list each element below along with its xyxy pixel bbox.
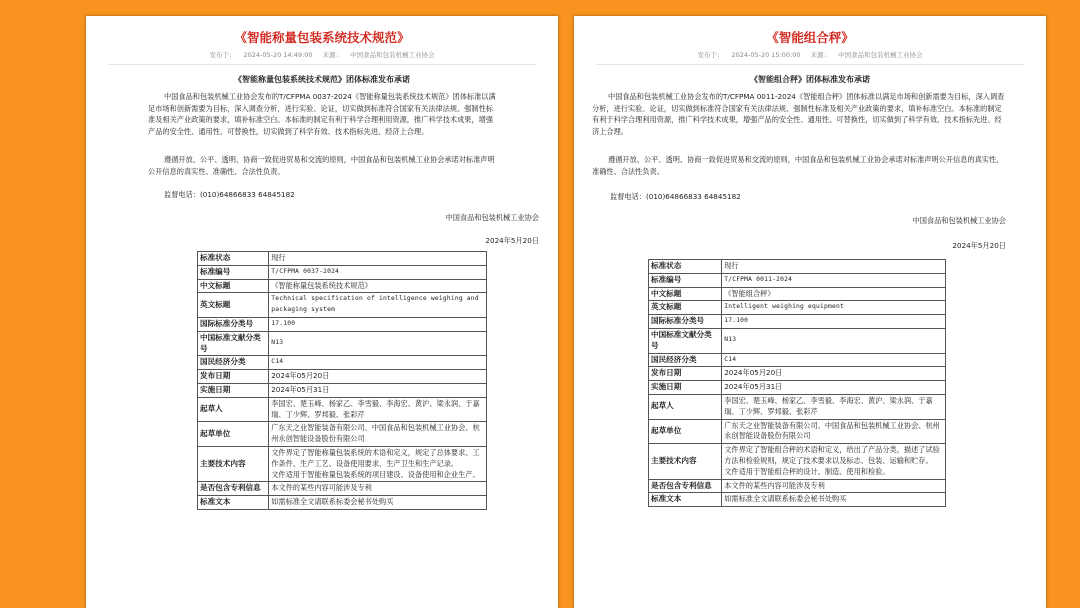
left-table-key: 发布日期 <box>198 370 269 384</box>
left-meta-line <box>86 50 558 59</box>
left-table-value: 文件界定了智能称量包装系统的术语和定义，规定了总体要求、工作条件、生产工艺、设备使用要求、生产卫生和生产记录。 文件适用于智能称量包装系统的项目建设、设备使用和企业生产。 <box>269 446 487 481</box>
right-table-value: 广东天之业智能装备有限公司、中国食品和包装机械工业协会、杭州永创智能设备股份有限公司 <box>722 419 946 444</box>
left-hotline-number: (010)64866833 64845182 <box>199 190 295 199</box>
right-table-key: 国民经济分类 <box>649 353 722 367</box>
left-table-row <box>198 331 487 356</box>
left-table-value: 本文件的某些内容可能涉及专利 <box>269 482 487 496</box>
right-table-key: 中国标准文献分类号 <box>649 328 722 353</box>
left-table-key: 中国标准文献分类号 <box>198 331 269 356</box>
left-hotline <box>164 190 295 200</box>
left-published-prefix: 发布于： <box>209 51 236 59</box>
right-meta-line <box>574 50 1046 59</box>
left-divider <box>108 64 536 65</box>
right-paragraph-2: 遵循开放、公平、透明、协商一致促进贸易和交流的原则，中国食品和包装机械工业协会承诺对标准声明公开信息的真实性、准确性、合法性负责。 <box>592 155 1004 176</box>
left-published-time: 2024-05-20 14:49:00 <box>243 51 313 59</box>
left-table-row <box>198 482 487 496</box>
left-commitment-heading: 《智能称量包装系统技术规范》团体标准发布承诺 <box>234 75 410 84</box>
left-table-key: 英文标题 <box>198 293 269 318</box>
right-commitment-heading: 《智能组合秤》团体标准发布承诺 <box>750 75 870 84</box>
left-table-key: 起草单位 <box>198 422 269 447</box>
left-table-key: 标准编号 <box>198 265 269 279</box>
right-table-row <box>649 315 946 329</box>
right-table-value: 文件界定了智能组合秤的术语和定义，给出了产品分类，描述了试验方法和检验规则，规定了技术要求以及标志、包装、运输和贮存。 文件适用于智能组合秤的设计、制造、使用和检验。 <box>722 444 946 479</box>
left-table-key: 标准文本 <box>198 496 269 510</box>
right-table-row <box>649 287 946 301</box>
left-table-value: 2024年05月20日 <box>269 370 487 384</box>
right-table-value: 本文件的某些内容可能涉及专利 <box>722 479 946 493</box>
right-table-key: 标准编号 <box>649 273 722 287</box>
left-signature-date: 2024年5月20日 <box>485 236 539 245</box>
right-table-key: 实施日期 <box>649 381 722 395</box>
left-source: 中国食品和包装机械工业协会 <box>350 51 435 59</box>
right-hotline-number: (010)64866833 64845182 <box>645 192 741 201</box>
right-table-row <box>649 273 946 287</box>
right-table-row <box>649 394 946 419</box>
left-table-key: 主要技术内容 <box>198 446 269 481</box>
left-table-key: 中文标题 <box>198 279 269 293</box>
left-table-key: 国民经济分类 <box>198 356 269 370</box>
right-table-row <box>649 479 946 493</box>
left-table-row <box>198 383 487 397</box>
left-table-key: 实施日期 <box>198 383 269 397</box>
right-table-value: 2024年05月31日 <box>722 381 946 395</box>
right-table-key: 标准状态 <box>649 260 722 274</box>
right-table-row <box>649 367 946 381</box>
right-org-signature: 中国食品和包装机械工业协会 <box>912 216 1006 225</box>
right-table-value: 17.100 <box>722 315 946 329</box>
left-table-row <box>198 279 487 293</box>
left-table-row <box>198 265 487 279</box>
left-paragraph-1: 中国食品和包装机械工业协会发布的T/CFPMA 0037-2024《智能称量包装系统技术规范》团体标准以满足市场和创新需要为目标，深入调查分析，进行实验、论证，切实做到标准符合国家有关法律法规、强制性标准及相关产业政策的要求，填补标准空白。本标准的制定有利于科学合理利用资源，推广科学技术成果，增强产品的安全性、通用性、可替换性，切实做到了科学有效、技术指标先进、经济上合理。 <box>148 92 496 136</box>
right-table-row <box>649 419 946 444</box>
left-table-value: 李国宏、楚玉峰、杨家乙、李雪毅、李海宏、黄沪、梁永润、于嘉瑞、丁少辉、罗邦毅、张彩芹 <box>269 397 487 422</box>
right-table-row <box>649 328 946 353</box>
left-table-key: 起草人 <box>198 397 269 422</box>
right-table-key: 是否包含专利信息 <box>649 479 722 493</box>
right-table-value: T/CFPMA 0011-2024 <box>722 273 946 287</box>
left-table-key: 是否包含专利信息 <box>198 482 269 496</box>
right-table-row <box>649 381 946 395</box>
left-table-row <box>198 317 487 331</box>
left-paragraph-2: 遵循开放、公平、透明、协商一致促进贸易和交流的原则，中国食品和包装机械工业协会承诺对标准声明公开信息的真实性、准确性、合法性负责。 <box>148 155 495 176</box>
right-paragraph-1: 中国食品和包装机械工业协会发布的T/CFPMA 0011-2024《智能组合秤》团体标准以满足市场和创新需要为目标，深入调查分析，进行实验、论证，切实做到标准符合国家有关法律法规、强制性标准及相关产业政策的要求，填补标准空白。本标准的制定有利于科学合理利用资源，推广科学技术成果，增强产品的安全性、通用性、可替换性，切实做到了科学有效、技术指标先进、经济上合理。 <box>592 92 1005 136</box>
right-source-prefix: 来源： <box>810 51 831 59</box>
left-table-value: C14 <box>269 356 487 370</box>
right-table-key: 中文标题 <box>649 287 722 301</box>
right-table-row <box>649 260 946 274</box>
right-table-key: 主要技术内容 <box>649 444 722 479</box>
right-hotline-label: 监督电话： <box>610 192 646 201</box>
left-table-value: 广东天之业智能装备有限公司、中国食品和包装机械工业协会、杭州永创智能设备股份有限公司 <box>269 422 487 447</box>
right-table-value: Intelligent weighing equipment <box>722 301 946 315</box>
right-signature-date: 2024年5月20日 <box>952 241 1006 250</box>
left-standard-table <box>197 251 487 510</box>
right-page-title: 《智能组合秤》 <box>766 30 854 45</box>
right-table-value: N13 <box>722 328 946 353</box>
right-table-row <box>649 353 946 367</box>
left-table-value: 2024年05月31日 <box>269 383 487 397</box>
right-table-row <box>649 493 946 507</box>
left-table-row <box>198 293 487 318</box>
left-table-row <box>198 370 487 384</box>
right-table-value: 《智能组合秤》 <box>722 287 946 301</box>
right-table-value: 如需标准全文请联系标委会秘书处购买 <box>722 493 946 507</box>
left-source-prefix: 来源： <box>322 51 343 59</box>
right-table-value: 现行 <box>722 260 946 274</box>
right-table-key: 国际标准分类号 <box>649 315 722 329</box>
left-table-value: 17.100 <box>269 317 487 331</box>
left-table-row <box>198 356 487 370</box>
right-table-key: 起草单位 <box>649 419 722 444</box>
left-table-row <box>198 446 487 481</box>
right-table-key: 标准文本 <box>649 493 722 507</box>
left-table-value: 《智能称量包装系统技术规范》 <box>269 279 487 293</box>
left-table-value: Technical specification of intelligence weighing and packaging system <box>269 293 487 318</box>
left-table-row <box>198 422 487 447</box>
left-document-page <box>86 16 558 608</box>
right-divider <box>596 64 1024 65</box>
left-table-value: N13 <box>269 331 487 356</box>
right-document-page <box>574 16 1046 608</box>
left-org-signature: 中国食品和包装机械工业协会 <box>445 213 539 222</box>
left-table-key: 国际标准分类号 <box>198 317 269 331</box>
right-table-key: 发布日期 <box>649 367 722 381</box>
right-source: 中国食品和包装机械工业协会 <box>838 51 923 59</box>
right-table-key: 起草人 <box>649 394 722 419</box>
left-table-row <box>198 397 487 422</box>
right-table-row <box>649 301 946 315</box>
left-table-row <box>198 496 487 510</box>
left-table-value: 现行 <box>269 252 487 266</box>
right-table-key: 英文标题 <box>649 301 722 315</box>
left-page-title: 《智能称量包装系统技术规范》 <box>234 30 410 45</box>
right-standard-table <box>648 259 946 507</box>
right-table-value: 2024年05月20日 <box>722 367 946 381</box>
left-hotline-label: 监督电话： <box>164 190 200 199</box>
right-table-row <box>649 444 946 479</box>
right-table-value: 李国宏、楚玉峰、杨家乙、李雪毅、李海宏、黄沪、梁永润、于嘉瑞、丁少辉、罗邦毅、张彩芹 <box>722 394 946 419</box>
right-hotline <box>610 192 741 202</box>
left-table-key: 标准状态 <box>198 252 269 266</box>
right-published-prefix: 发布于： <box>697 51 724 59</box>
right-published-time: 2024-05-20 15:00:00 <box>731 51 801 59</box>
left-table-row <box>198 252 487 266</box>
left-table-value: 如需标准全文请联系标委会秘书处购买 <box>269 496 487 510</box>
left-table-value: T/CFPMA 0037-2024 <box>269 265 487 279</box>
right-table-value: C14 <box>722 353 946 367</box>
